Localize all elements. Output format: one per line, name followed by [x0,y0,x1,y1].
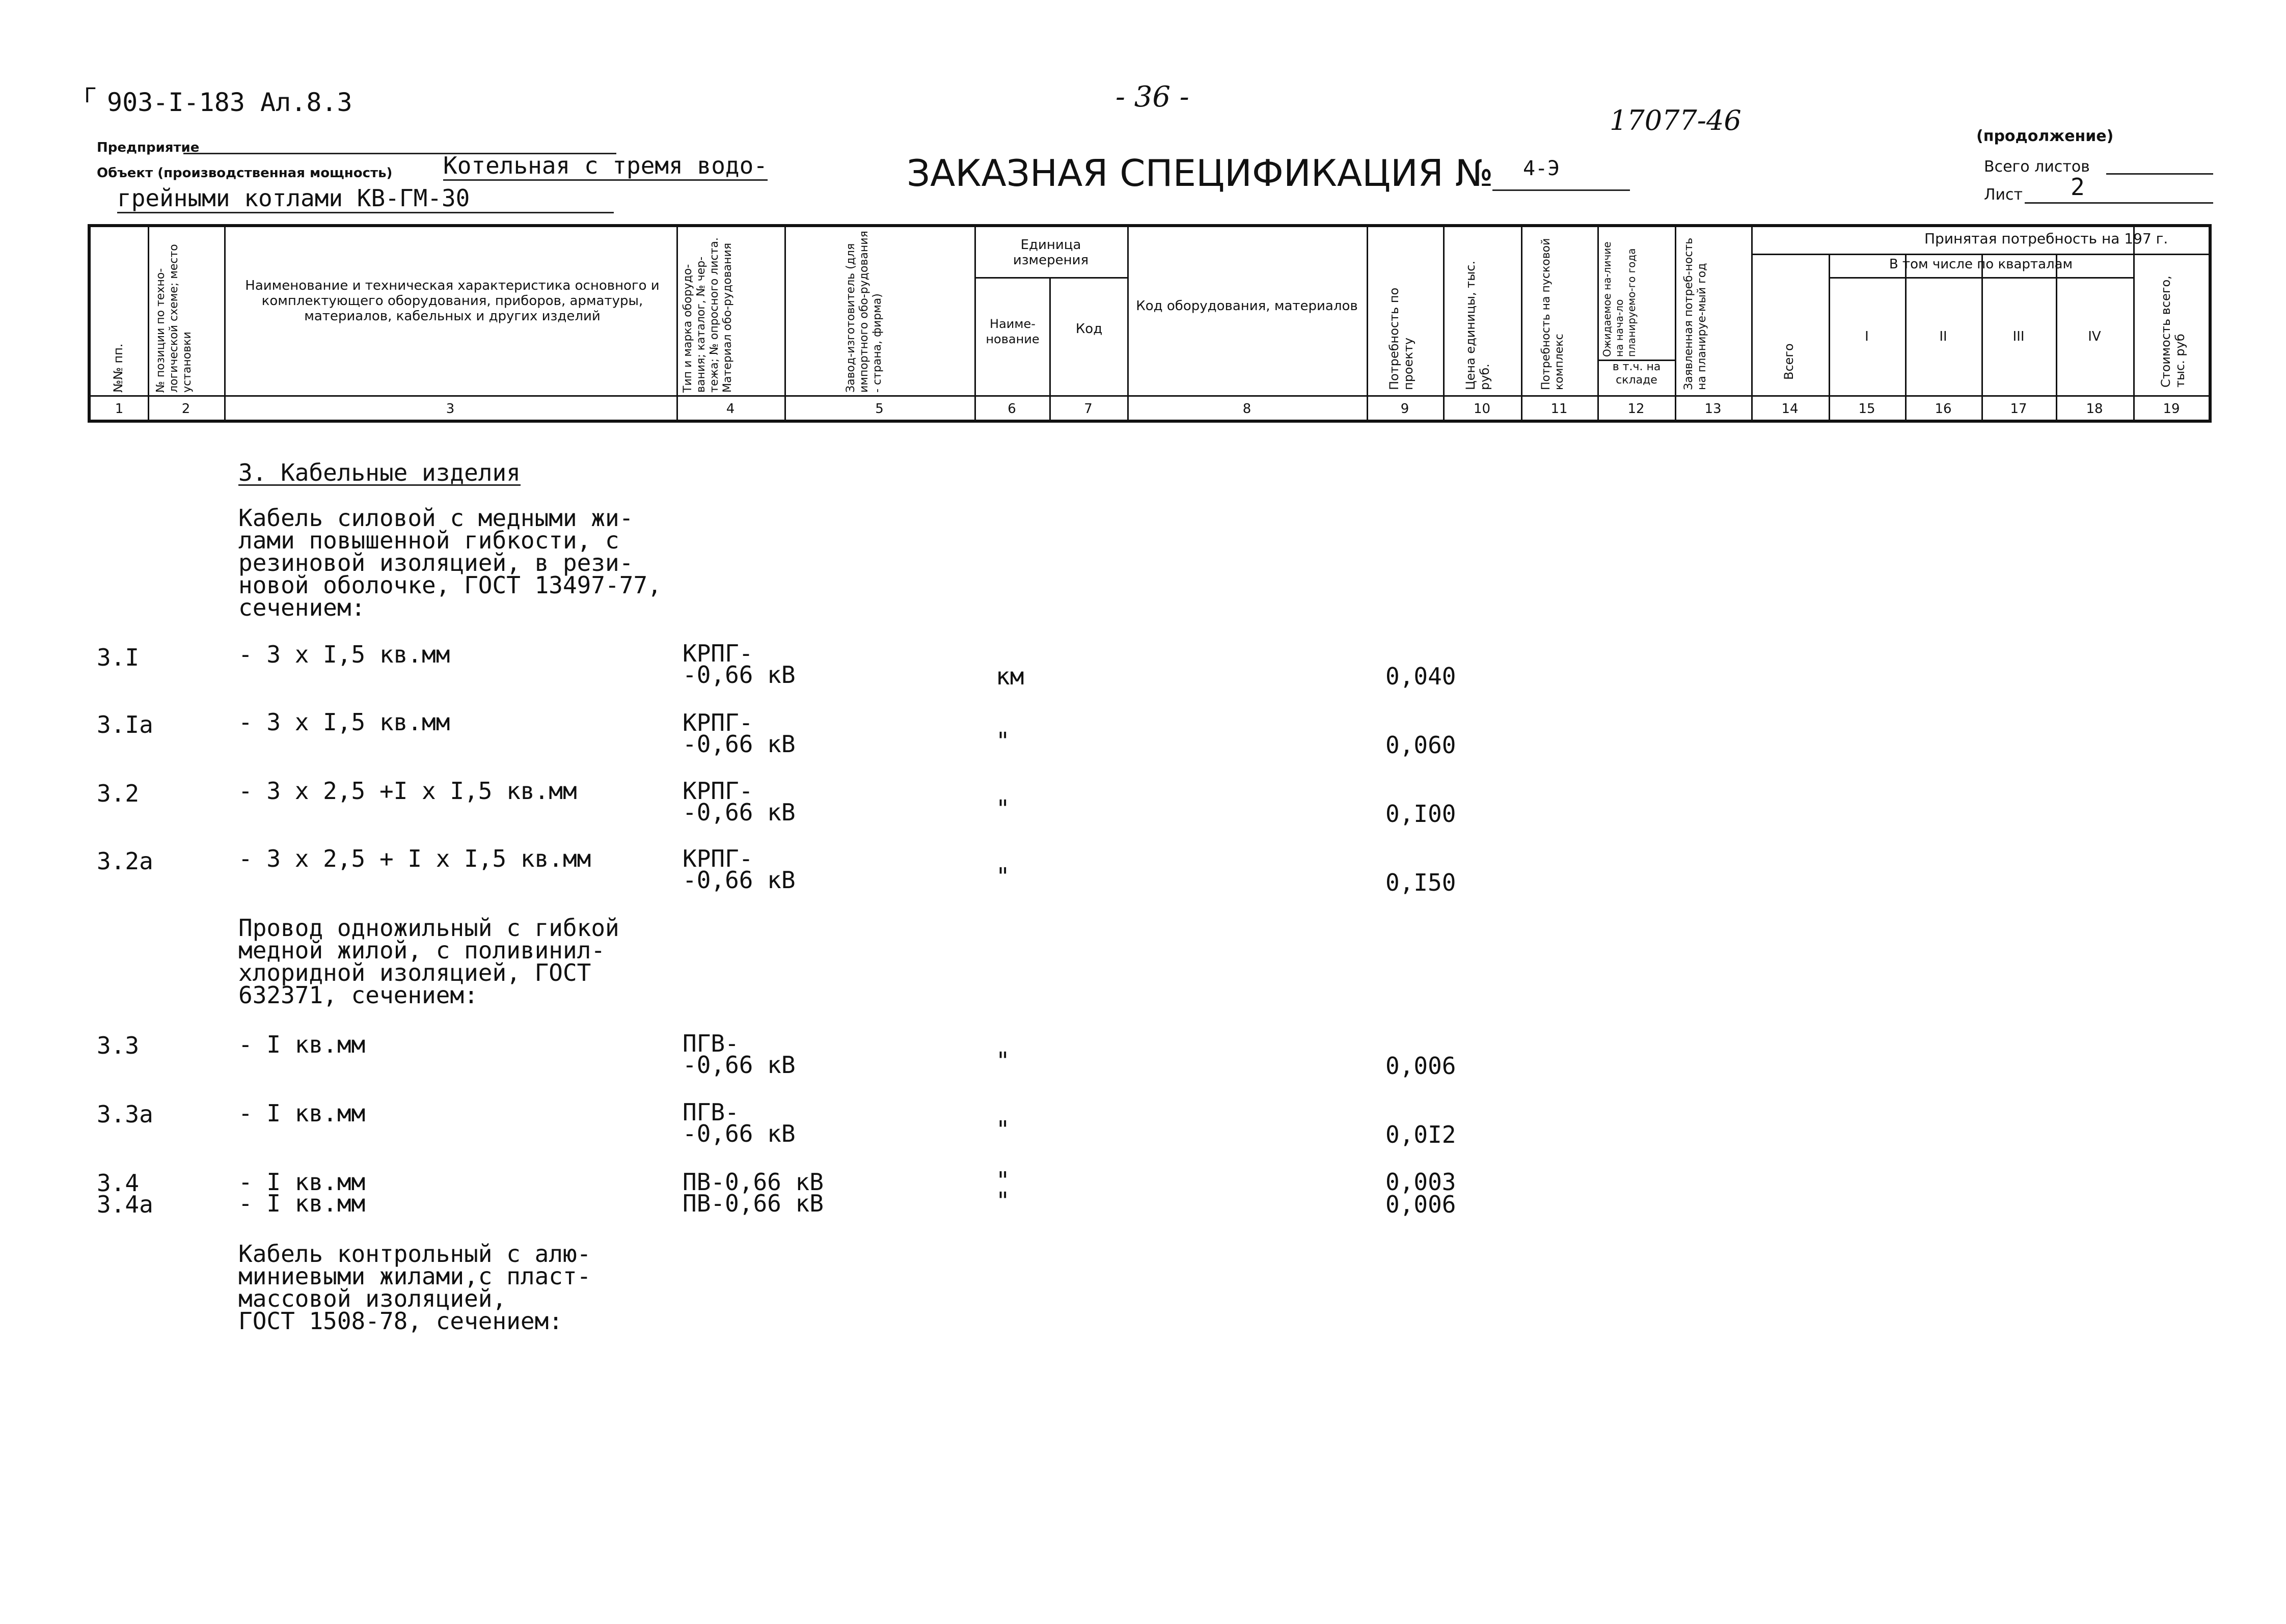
section-title: 3. Кабельные изделия [238,459,521,486]
col-number: 6 [1008,401,1016,417]
group-description: Кабель силовой с медными жи- лами повышенной гибкости, с резиновой изоляцией, в рези- новой оболочке, ГОСТ 13497-77, сечением: [238,504,662,621]
object-label: Объект (производственная мощность) [97,166,393,181]
row-type: КРПГ- -0,66 кВ [683,640,796,689]
col-10-header: Цена единицы, тыс. руб. [1463,261,1492,390]
unit-group-header: Единица измерения [1013,237,1089,268]
col-19-header: Стоимость всего, тыс. руб [2159,276,2187,388]
object-value-line2: грейными котлами КВ-ГМ-30 [117,184,614,213]
total-sheets-line [2106,173,2213,175]
row-name: - I кв.мм [238,1099,366,1127]
col-number: 4 [726,401,735,417]
group-description: Кабель контрольный с алю- миниевыми жилами,с пласт- массовой изоляцией, ГОСТ 1508-78, сечением: [238,1240,591,1335]
col-number: 3 [446,401,455,417]
row-unit: " [996,1167,1010,1194]
col-number: 18 [2086,401,2103,417]
col-16-header: II [1939,329,1947,344]
row-quantity: 0,006 [1385,1052,1456,1080]
row-type: КРПГ- -0,66 кВ [683,845,796,894]
col-1-header: №№ пп. [111,343,125,393]
row-type: ПГВ- -0,66 кВ [683,1030,796,1079]
row-unit: " [996,1047,1010,1075]
row-position: 3.2a [97,847,153,875]
col-7-header: Код [1075,321,1103,337]
sheet-value: 2 [2071,173,2085,201]
document-title: ЗАКАЗНАЯ СПЕЦИФИКАЦИЯ № [907,152,1493,195]
col-2-header: № позиции по техно-логической схеме; место установки [154,244,194,393]
col-15-header: I [1865,329,1869,344]
row-type: КРПГ- -0,66 кВ [683,777,796,826]
col-number: 12 [1627,401,1645,417]
row-unit: " [996,795,1010,822]
row-position: 3.4a [97,1191,153,1218]
col-8-header: Код оборудования, материалов [1136,298,1358,314]
total-sheets-label: Всего листов [1984,158,2090,176]
quarters-header: В том числе по кварталам [1889,257,2073,272]
col-number: 13 [1704,401,1722,417]
row-unit: " [996,1187,1010,1215]
continuation-note: (продолжение) [1976,127,2114,145]
col-number: 10 [1473,401,1491,417]
col-12-header: Ожидаемое на-личие на нача-ло планируемо-го года [1601,241,1638,357]
row-quantity: 0,040 [1385,663,1456,690]
col-17-header: III [2012,329,2025,344]
col-3-header: Наименование и техническая характеристика основного и комплектующего оборудования, приборов, арматуры, материалов, кабельных и других изделий [245,278,660,324]
row-quantity: 0,I00 [1385,800,1456,828]
row-type: ПВ-0,66 кВ [683,1190,824,1217]
row-name: - 3 x 2,5 + I x I,5 кв.мм [238,845,591,872]
col-number: 19 [2163,401,2180,417]
row-type: КРПГ- -0,66 кВ [683,709,796,758]
row-quantity: 0,I50 [1385,869,1456,896]
col-number: 2 [181,401,190,417]
row-position: 3.Ia [97,711,153,738]
col-13-header: Заявленная потреб-ность на планируе-мый год [1682,237,1708,390]
enterprise-label: Предприятие [97,140,200,155]
group-description: Провод одножильный с гибкой медной жилой, с поливинил- хлоридной изоляцией, ГОСТ 632371, сечением: [238,914,619,1009]
row-name: - I кв.мм [238,1190,366,1217]
spec-number-line [1492,189,1630,191]
col-number: 17 [2010,401,2027,417]
row-position: 3.3a [97,1100,153,1128]
col-number: 7 [1084,401,1093,417]
row-name: - I кв.мм [238,1168,366,1196]
row-position: 3.I [97,644,140,671]
row-position: 3.2 [97,780,140,807]
row-position: 3.3 [97,1032,140,1059]
corner-mark: Г [84,84,97,107]
row-quantity: 0,003 [1385,1168,1456,1196]
col-number: 15 [1858,401,1875,417]
accepted-need-header: Принятая потребность на 197 г. [1924,230,2168,247]
row-unit: км [996,663,1024,690]
row-unit: " [996,1116,1010,1143]
row-name: - 3 x 2,5 +I x I,5 кв.мм [238,777,577,805]
row-unit: " [996,727,1010,755]
col-12-stock-header: в т.ч. на складе [1612,361,1661,387]
spec-header-table [88,224,2212,423]
col-number: 16 [1935,401,1952,417]
col-4-header: Тип и марка оборудо-вания; каталог, № чер-тежа; № опросного листа. Материал обо-рудования [682,237,734,393]
row-quantity: 0,006 [1385,1191,1456,1218]
object-value-line1: Котельная с тремя водо- [443,152,768,181]
row-name: - I кв.мм [238,1031,366,1058]
page-number: - 36 - [1115,80,1189,114]
spec-number: 4-Э [1523,157,1560,180]
col-number: 9 [1400,401,1409,417]
row-quantity: 0,0I2 [1385,1121,1456,1148]
handwritten-reference: 17077-46 [1610,104,1741,136]
sheet-label: Лист [1984,186,2023,204]
row-name: - 3 x I,5 кв.мм [238,641,450,668]
col-number: 1 [115,401,124,417]
col-number: 5 [875,401,884,417]
row-position: 3.4 [97,1169,140,1197]
col-14-header: Всего [1782,343,1796,380]
col-number: 14 [1781,401,1799,417]
col-number: 11 [1550,401,1568,417]
col-number: 8 [1242,401,1251,417]
row-name: - 3 x I,5 кв.мм [238,708,450,736]
col-11-header: Потребность на пусковой комплекс [1540,238,1566,390]
col-5-header: Завод-изготовитель (для импортного обо-рудования - страна, фирма) [845,231,884,393]
row-quantity: 0,060 [1385,731,1456,759]
document-code: 903-I-183 Ал.8.3 [107,88,352,117]
row-type: ПВ-0,66 кВ [683,1168,824,1196]
sheet-line [2025,202,2213,204]
col-9-header: Потребность по проекту [1387,287,1416,390]
row-type: ПГВ- -0,66 кВ [683,1098,796,1147]
col-6-header: Наиме-нование [986,317,1040,346]
row-unit: " [996,863,1010,890]
col-18-header: IV [2088,329,2101,344]
